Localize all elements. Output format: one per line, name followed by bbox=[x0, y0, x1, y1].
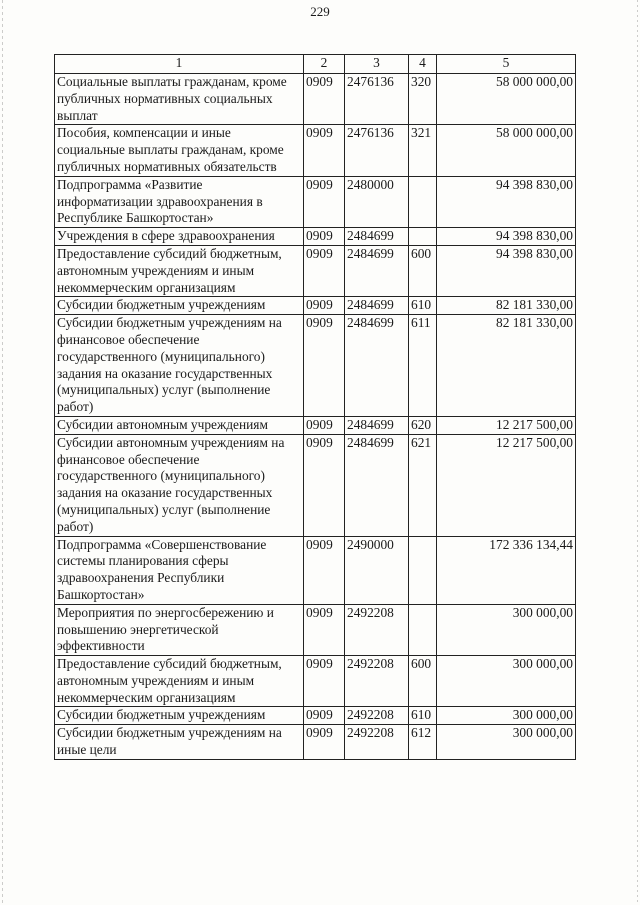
row-name-cell: Субсидии автономным учреждениям bbox=[55, 416, 304, 434]
table-row bbox=[55, 315, 576, 417]
row-target-cell: 2484699 bbox=[345, 245, 409, 296]
table-row bbox=[55, 707, 576, 725]
row-name-cell: Подпрограмма «Развитие информатизации здравоохранения в Республике Башкортостан» bbox=[55, 176, 304, 227]
column-header: 2 bbox=[304, 55, 345, 74]
row-section-cell: 0909 bbox=[304, 228, 345, 246]
row-target-cell: 2490000 bbox=[345, 536, 409, 604]
row-type-cell: 610 bbox=[409, 297, 437, 315]
column-header: 4 bbox=[409, 55, 437, 74]
table-row bbox=[55, 297, 576, 315]
row-section-cell: 0909 bbox=[304, 176, 345, 227]
page-number: 229 bbox=[310, 4, 330, 19]
table-row bbox=[55, 604, 576, 655]
row-section-cell: 0909 bbox=[304, 536, 345, 604]
table-row bbox=[55, 416, 576, 434]
column-header: 1 bbox=[55, 55, 304, 74]
table-header-row bbox=[55, 55, 576, 74]
row-section-cell: 0909 bbox=[304, 725, 345, 760]
table-row bbox=[55, 228, 576, 246]
row-type-cell: 612 bbox=[409, 725, 437, 760]
row-section-cell: 0909 bbox=[304, 315, 345, 417]
row-section-cell: 0909 bbox=[304, 245, 345, 296]
row-type-cell: 321 bbox=[409, 125, 437, 176]
row-target-cell: 2484699 bbox=[345, 228, 409, 246]
table-row bbox=[55, 125, 576, 176]
row-section-cell: 0909 bbox=[304, 604, 345, 655]
row-amount-cell: 300 000,00 bbox=[437, 725, 576, 760]
row-amount-cell: 58 000 000,00 bbox=[437, 74, 576, 125]
table-row bbox=[55, 725, 576, 760]
row-section-cell: 0909 bbox=[304, 416, 345, 434]
table-row bbox=[55, 74, 576, 125]
row-type-cell bbox=[409, 176, 437, 227]
row-amount-cell: 12 217 500,00 bbox=[437, 434, 576, 536]
column-header: 3 bbox=[345, 55, 409, 74]
row-target-cell: 2484699 bbox=[345, 315, 409, 417]
table-row bbox=[55, 434, 576, 536]
row-name-cell: Субсидии автономным учреждениям на финансовое обеспечение государственного (муниципального) задания на оказание государственных (муниципальных) услуг (выполнение работ) bbox=[55, 434, 304, 536]
row-type-cell bbox=[409, 604, 437, 655]
row-amount-cell: 300 000,00 bbox=[437, 604, 576, 655]
row-target-cell: 2480000 bbox=[345, 176, 409, 227]
scan-edge-right bbox=[637, 0, 638, 905]
row-type-cell: 610 bbox=[409, 707, 437, 725]
row-target-cell: 2492208 bbox=[345, 604, 409, 655]
row-name-cell: Пособия, компенсации и иные социальные выплаты гражданам, кроме публичных нормативных обязательств bbox=[55, 125, 304, 176]
budget-table bbox=[54, 54, 576, 760]
row-name-cell: Социальные выплаты гражданам, кроме публичных нормативных социальных выплат bbox=[55, 74, 304, 125]
column-header: 5 bbox=[437, 55, 576, 74]
row-target-cell: 2476136 bbox=[345, 125, 409, 176]
row-section-cell: 0909 bbox=[304, 656, 345, 707]
row-target-cell: 2484699 bbox=[345, 434, 409, 536]
row-type-cell bbox=[409, 536, 437, 604]
row-type-cell: 621 bbox=[409, 434, 437, 536]
row-amount-cell: 172 336 134,44 bbox=[437, 536, 576, 604]
row-name-cell: Мероприятия по энергосбережению и повышению энергетической эффективности bbox=[55, 604, 304, 655]
table-row bbox=[55, 536, 576, 604]
scan-edge-left bbox=[2, 0, 3, 905]
row-section-cell: 0909 bbox=[304, 707, 345, 725]
row-amount-cell: 82 181 330,00 bbox=[437, 297, 576, 315]
row-section-cell: 0909 bbox=[304, 434, 345, 536]
row-section-cell: 0909 bbox=[304, 74, 345, 125]
row-name-cell: Субсидии бюджетным учреждениям на иные цели bbox=[55, 725, 304, 760]
row-name-cell: Предоставление субсидий бюджетным, автономным учреждениям и иным некоммерческим организациям bbox=[55, 245, 304, 296]
row-name-cell: Субсидии бюджетным учреждениям bbox=[55, 297, 304, 315]
table-row bbox=[55, 176, 576, 227]
row-amount-cell: 94 398 830,00 bbox=[437, 228, 576, 246]
row-section-cell: 0909 bbox=[304, 297, 345, 315]
row-amount-cell: 94 398 830,00 bbox=[437, 245, 576, 296]
row-target-cell: 2484699 bbox=[345, 297, 409, 315]
row-amount-cell: 300 000,00 bbox=[437, 656, 576, 707]
row-target-cell: 2484699 bbox=[345, 416, 409, 434]
row-type-cell: 611 bbox=[409, 315, 437, 417]
table-row bbox=[55, 656, 576, 707]
row-type-cell bbox=[409, 228, 437, 246]
row-name-cell: Предоставление субсидий бюджетным, автономным учреждениям и иным некоммерческим организациям bbox=[55, 656, 304, 707]
row-type-cell: 320 bbox=[409, 74, 437, 125]
table-row bbox=[55, 245, 576, 296]
row-name-cell: Субсидии бюджетным учреждениям на финансовое обеспечение государственного (муниципального) задания на оказание государственных (муниципальных) услуг (выполнение работ) bbox=[55, 315, 304, 417]
row-target-cell: 2492208 bbox=[345, 725, 409, 760]
row-amount-cell: 12 217 500,00 bbox=[437, 416, 576, 434]
row-amount-cell: 94 398 830,00 bbox=[437, 176, 576, 227]
row-type-cell: 620 bbox=[409, 416, 437, 434]
row-type-cell: 600 bbox=[409, 245, 437, 296]
row-amount-cell: 58 000 000,00 bbox=[437, 125, 576, 176]
row-name-cell: Учреждения в сфере здравоохранения bbox=[55, 228, 304, 246]
row-target-cell: 2492208 bbox=[345, 656, 409, 707]
row-target-cell: 2476136 bbox=[345, 74, 409, 125]
row-name-cell: Подпрограмма «Совершенствование системы планирования сферы здравоохранения Республики Башкортостан» bbox=[55, 536, 304, 604]
row-target-cell: 2492208 bbox=[345, 707, 409, 725]
row-amount-cell: 82 181 330,00 bbox=[437, 315, 576, 417]
row-amount-cell: 300 000,00 bbox=[437, 707, 576, 725]
row-name-cell: Субсидии бюджетным учреждениям bbox=[55, 707, 304, 725]
row-type-cell: 600 bbox=[409, 656, 437, 707]
row-section-cell: 0909 bbox=[304, 125, 345, 176]
